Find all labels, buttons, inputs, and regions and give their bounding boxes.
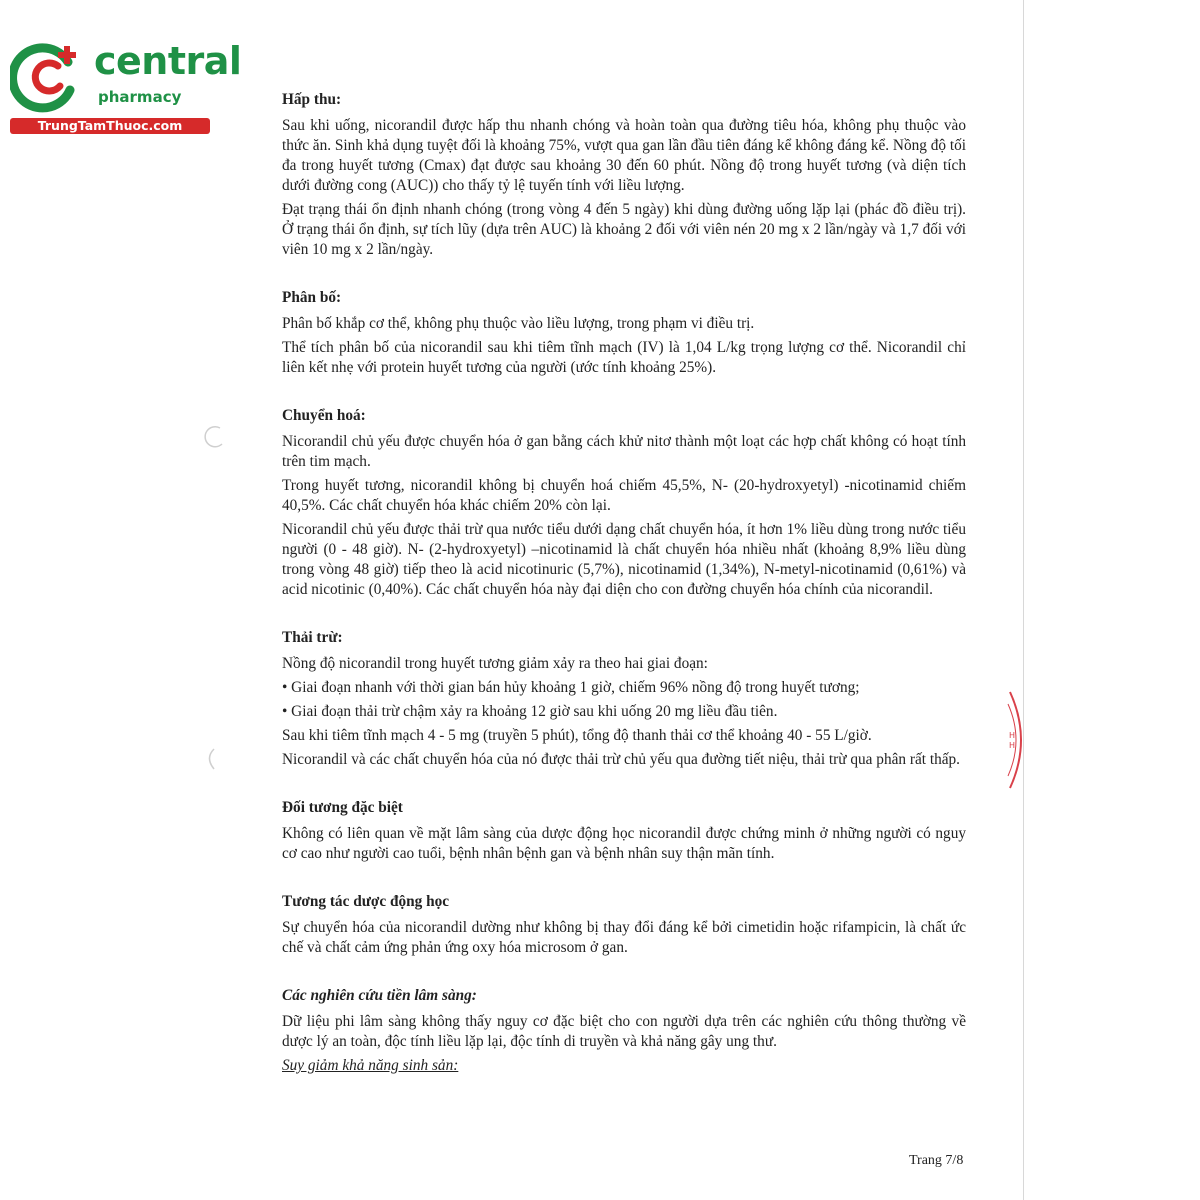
pharmacy-cross-icon [10, 40, 84, 114]
section-tien-lam-sang [282, 986, 966, 1076]
section-heading: Đối tương đặc biệt [282, 799, 403, 816]
logo-site-banner: TrungTamThuoc.com [10, 118, 210, 134]
paragraph: Không có liên quan về mặt lâm sàng của dược động học nicorandil được chứng minh ở những người có nguy cơ cao như người cao tuổi, bệnh nhân bệnh gan và bệnh nhân suy thận mãn tính. [282, 825, 966, 862]
section-doi-tuong-dac-biet [282, 798, 966, 864]
paragraph: Sự chuyển hóa của nicorandil dường như không bị thay đổi đáng kể bởi cimetidin hoặc rifampicin, là chất ức chế và chất cảm ứng phản ứng oxy hóa microsom ở gan. [282, 919, 966, 956]
paragraph: Trong huyết tương, nicorandil không bị chuyển hoá chiếm 45,5%, N- (20-hydroxyetyl) -nicotinamid chiếm 40,5%. Các chất chuyển hóa khác chiếm 20% còn lại. [282, 477, 966, 514]
section-chuyen-hoa [282, 406, 966, 600]
section-tuong-tac [282, 892, 966, 958]
svg-text:H: H [1009, 731, 1016, 740]
punch-hole-mark [200, 424, 226, 450]
section-heading: Tương tác dược động học [282, 893, 450, 910]
partial-red-stamp [1006, 690, 1028, 790]
section-heading: Hấp thu: [282, 91, 342, 108]
paragraph: Nicorandil chủ yếu được thải trừ qua nước tiểu dưới dạng chất chuyển hóa, ít hơn 1% liều dùng trong nước tiểu người (0 - 48 giờ). N- (2-hydroxyetyl) –nicotinamid là chất chuyển hóa nhiều nhất (khoảng 8,9% liều dùng trong vòng 48 giờ) tiếp theo là acid nicotinuric (5,7%), nicotinamid (1,34%), N-metyl-nicotinamid (0,61%) và acid nicotinic (0,40%). Các chất chuyển hóa này đại diện cho con đường chuyển hóa chính của nicorandil. [282, 521, 966, 598]
section-heading: Chuyển hoá: [282, 407, 366, 424]
paragraph: Nicorandil chủ yếu được chuyển hóa ở gan bằng cách khử nitơ thành một loạt các hợp chất không có hoạt tính trên tim mạch. [282, 433, 966, 470]
paragraph: Sau khi tiêm tĩnh mạch 4 - 5 mg (truyền 5 phút), tổng độ thanh thải cơ thể khoảng 40 - 55 L/giờ. [282, 727, 872, 744]
punch-hole-mark [200, 746, 226, 772]
paragraph: Dữ liệu phi lâm sàng không thấy nguy cơ đặc biệt cho con người dựa trên các nghiên cứu thông thường về dược lý an toàn, độc tính liều lặp lại, độc tính di truyền và khả năng gây ung thư. [282, 1013, 966, 1050]
paragraph: Thể tích phân bố của nicorandil sau khi tiêm tĩnh mạch (IV) là 1,04 L/kg trọng lượng cơ thể. Nicorandil chỉ liên kết nhẹ với protein huyết tương của người (ước tính khoảng 25%). [282, 339, 966, 376]
section-phan-bo [282, 288, 966, 378]
section-heading: Các nghiên cứu tiền lâm sàng: [282, 987, 477, 1004]
paragraph: Nồng độ nicorandil trong huyết tương giảm xảy ra theo hai giai đoạn: [282, 655, 708, 672]
logo-brand-text: central [94, 39, 242, 83]
paragraph: Nicorandil và các chất chuyển hóa của nó được thải trừ chủ yếu qua đường tiết niệu, thải trừ qua phân rất thấp. [282, 751, 960, 768]
bullet-item: • Giai đoạn nhanh với thời gian bán hủy khoảng 1 giờ, chiếm 96% nồng độ trong huyết tương; [282, 679, 860, 696]
paragraph: Phân bố khắp cơ thể, không phụ thuộc vào liều lượng, trong phạm vi điều trị. [282, 315, 755, 332]
page-number: Trang 7/8 [909, 1153, 964, 1168]
paragraph: Đạt trạng thái ổn định nhanh chóng (trong vòng 4 đến 5 ngày) khi dùng đường uống lặp lại (phác đồ điều trị). Ở trạng thái ổn định, sự tích lũy (dựa trên AUC) là khoảng 2 đối với viên nén 20 mg x 2 lần/ngày và 1,7 đối với viên 10 mg x 2 lần/ngày. [282, 201, 966, 258]
document-body [282, 90, 966, 1104]
svg-text:H: H [1009, 741, 1016, 750]
section-hap-thu [282, 90, 966, 260]
section-heading: Thải trừ: [282, 629, 343, 646]
section-heading: Phân bố: [282, 289, 342, 306]
bullet-item: • Giai đoạn thải trừ chậm xảy ra khoảng 12 giờ sau khi uống 20 mg liều đầu tiên. [282, 703, 778, 720]
subheading: Suy giảm khả năng sinh sản: [282, 1057, 459, 1074]
central-pharmacy-logo [10, 38, 242, 138]
paragraph: Sau khi uống, nicorandil được hấp thu nhanh chóng và hoàn toàn qua đường tiêu hóa, không phụ thuộc vào thức ăn. Sinh khả dụng tuyệt đối là khoảng 75%, vượt qua gan lần đầu tiên đáng kể không đáng kể. Nồng độ tối đa trong huyết tương (Cmax) đạt được sau khoảng 30 đến 60 phút. Nồng độ trong huyết tương (và diện tích dưới đường cong (AUC)) cho thấy tỷ lệ tuyến tính với liều lượng. [282, 117, 967, 194]
section-thai-tru [282, 628, 966, 770]
logo-sub-text: pharmacy [98, 88, 182, 106]
page-edge-line [1023, 0, 1024, 1200]
